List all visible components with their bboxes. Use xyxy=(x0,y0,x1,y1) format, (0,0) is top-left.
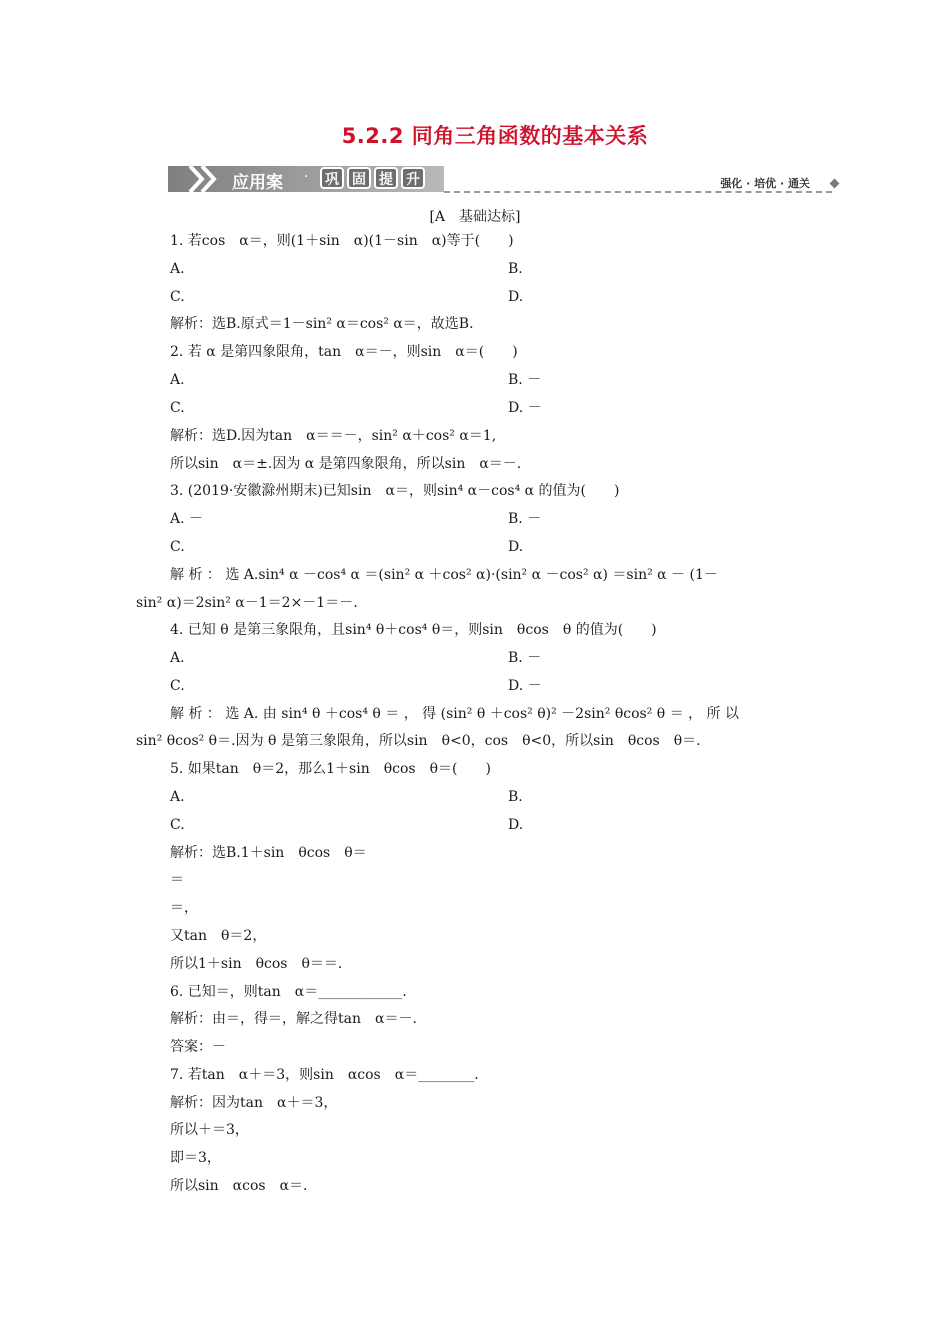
option-a: A. xyxy=(170,372,185,388)
option-b: B. xyxy=(508,789,523,805)
solution-text: 所以sin α＝±.因为 α 是第四象限角，所以sin α＝－. xyxy=(170,456,522,472)
banner-badges xyxy=(320,167,425,189)
option-c: C. xyxy=(170,539,185,555)
option-a: A. xyxy=(170,261,185,277)
option-d: D. － xyxy=(508,678,542,694)
solution-text: 解析：选B.原式＝1－sin² α＝cos² α＝，故选B. xyxy=(170,316,474,332)
solution-text: 所以＋＝3， xyxy=(170,1122,249,1138)
option-a: A. － xyxy=(170,511,204,527)
option-a: A. xyxy=(170,650,185,666)
question-text: 7. 若tan α＋＝3，则sin αcos α＝________. xyxy=(170,1067,479,1083)
question-text: 1. 若cos α＝，则(1＋sin α)(1－sin α)等于( ) xyxy=(170,233,514,249)
option-d: D. xyxy=(508,817,524,833)
solution-text: sin² θcos² θ＝.因为 θ 是第三象限角，所以sin θ<0，cos θ<0，所以sin θcos θ＝. xyxy=(136,733,701,749)
question-text: 3. (2019·安徽滁州期末)已知sin α＝，则sin⁴ α－cos⁴ α 的值为( ) xyxy=(170,483,620,499)
option-b: B. xyxy=(508,261,523,277)
answer-text: 答案：－ xyxy=(170,1039,226,1055)
diamond-icon xyxy=(830,179,840,189)
solution-text: ＝， xyxy=(170,900,198,916)
banner-badge: 升 xyxy=(401,167,425,189)
option-b: B. － xyxy=(508,650,542,666)
option-d: D. － xyxy=(508,400,542,416)
banner-right-text: 强化 · 培优 · 通关 xyxy=(720,177,810,190)
solution-text: 又tan θ＝2， xyxy=(170,928,267,944)
banner-badge: 巩 xyxy=(320,167,344,189)
option-c: C. xyxy=(170,678,185,694)
option-b: B. － xyxy=(508,372,542,388)
option-d: D. xyxy=(508,539,524,555)
banner-badge: 固 xyxy=(347,167,371,189)
question-text: 5. 如果tan θ＝2，那么1＋sin θcos θ＝( ) xyxy=(170,761,491,777)
solution-text: 解 析 ： 选 A.sin⁴ α －cos⁴ α ＝(sin² α ＋cos² α)·(sin² α －cos² α) ＝sin² α － (1－ xyxy=(170,567,718,583)
section-heading: [A 基础达标] xyxy=(429,209,521,225)
question-text: 6. 已知＝，则tan α＝____________. xyxy=(170,984,407,1000)
question-text: 4. 已知 θ 是第三象限角，且sin⁴ θ＋cos⁴ θ＝，则sin θcos θ 的值为( ) xyxy=(170,622,657,638)
solution-text: 解析：选D.因为tan α＝＝－，sin² α＋cos² α＝1, xyxy=(170,428,497,444)
solution-text: 即＝3， xyxy=(170,1150,221,1166)
solution-text: 解析：由＝，得＝，解之得tan α＝－. xyxy=(170,1011,417,1027)
double-chevron-icon xyxy=(186,162,226,196)
section-banner xyxy=(168,160,840,196)
banner-badge: 提 xyxy=(374,167,398,189)
solution-text: 所以sin αcos α＝. xyxy=(170,1178,308,1194)
banner-dot: · xyxy=(304,169,309,185)
option-d: D. xyxy=(508,289,524,305)
solution-text: 解析：选B.1＋sin θcos θ＝ xyxy=(170,845,367,861)
solution-text: 解 析 ： 选 A. 由 sin⁴ θ ＋cos⁴ θ ＝ ， 得 (sin² θ ＋cos² θ)² －2sin² θcos² θ ＝ ， 所 以 xyxy=(170,706,740,722)
solution-text: 解析：因为tan α＋＝3， xyxy=(170,1095,338,1111)
banner-label: 应用案 xyxy=(232,173,283,193)
option-c: C. xyxy=(170,289,185,305)
option-c: C. xyxy=(170,400,185,416)
banner-dashed-line xyxy=(444,191,832,193)
solution-text: sin² α)＝2sin² α－1＝2×－1＝－. xyxy=(136,595,358,611)
solution-text: 所以1＋sin θcos θ＝＝. xyxy=(170,956,343,972)
question-text: 2. 若 α 是第四象限角，tan α＝－，则sin α＝( ) xyxy=(170,344,518,360)
option-b: B. － xyxy=(508,511,542,527)
option-c: C. xyxy=(170,817,185,833)
option-a: A. xyxy=(170,789,185,805)
page-title: 5.2.2 同角三角函数的基本关系 xyxy=(341,124,649,148)
solution-text: ＝ xyxy=(170,872,184,888)
